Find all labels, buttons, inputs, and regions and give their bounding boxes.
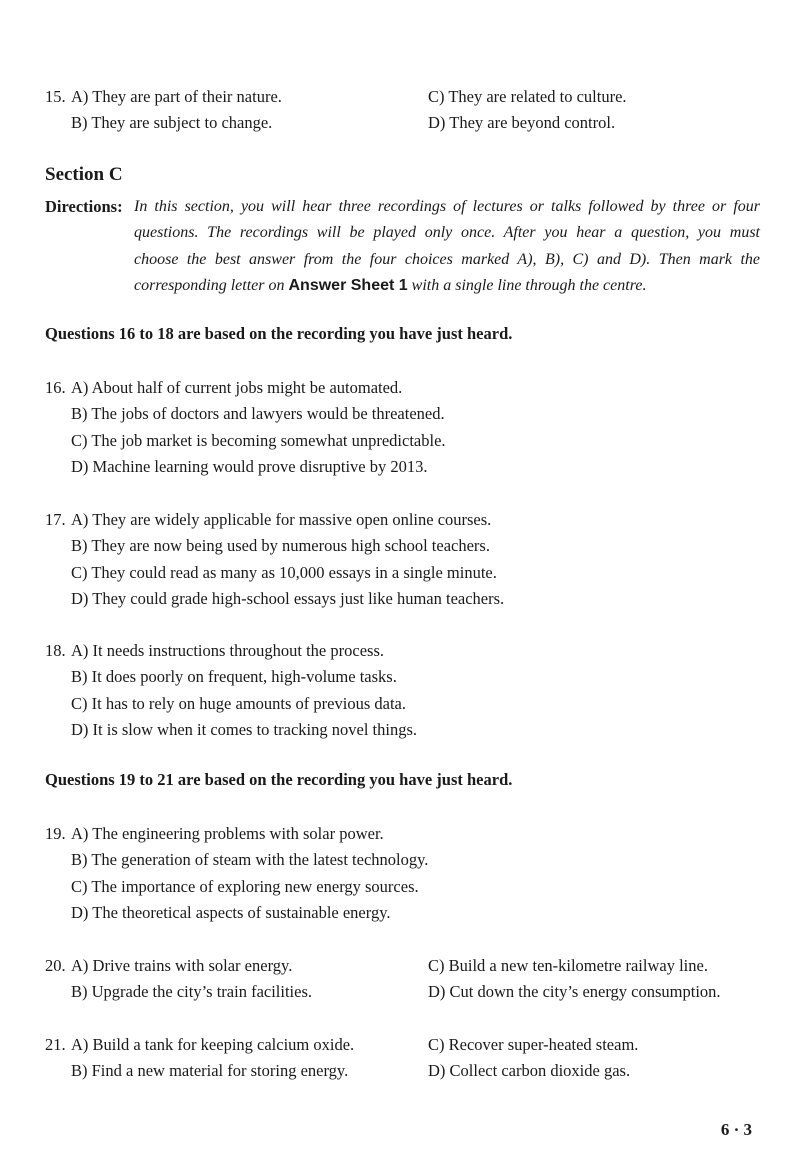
question-number: 15. [45,87,66,106]
option-c: C) The importance of exploring new energy sources. [71,876,419,896]
option-d: D) The theoretical aspects of sustainable energy. [71,902,391,922]
question-number: 20. [45,956,66,975]
option-a: A) They are part of their nature. [71,87,282,106]
question-21 [45,1032,765,1085]
question-number: 19. [45,824,66,843]
directions-text [134,194,760,299]
option-a: A) They are widely applicable for massive open online courses. [71,510,492,529]
question-17 [45,507,765,612]
option-d: D) Machine learning would prove disruptive by 2013. [71,456,428,476]
questions-19-21-heading: Questions 19 to 21 are based on the recording you have just heard. [45,770,513,789]
option-b: B) It does poorly on frequent, high-volume tasks. [71,667,397,687]
option-d: D) They are beyond control. [428,113,616,133]
option-c: C) Recover super-heated steam. [428,1035,639,1054]
option-b: B) They are subject to change. [71,113,273,133]
question-number: 18. [45,641,66,660]
option-c: C) They are related to culture. [428,87,627,106]
directions-line [134,273,760,299]
option-b: B) The jobs of doctors and lawyers would be threatened. [71,404,445,424]
answer-sheet-label: Answer Sheet 1 [288,276,408,294]
option-d: D) They could grade high-school essays just like human teachers. [71,588,505,608]
directions-line: choose the best answer from the four choices marked A), B), C) and D). Then mark the [134,250,760,268]
option-a: A) It needs instructions throughout the process. [71,641,384,660]
option-d: D) It is slow when it comes to tracking novel things. [71,719,417,739]
question-20 [45,953,765,1006]
option-b: B) They are now being used by numerous high school teachers. [71,536,490,556]
option-b: B) Upgrade the city’s train facilities. [71,982,313,1002]
page-number: 6 · 3 [720,1120,752,1139]
question-number: 16. [45,378,66,397]
question-18 [45,638,765,743]
question-19 [45,821,765,926]
option-a: A) The engineering problems with solar power. [71,824,384,843]
question-15 [45,84,765,137]
question-number: 21. [45,1035,66,1054]
directions [45,194,760,299]
directions-line: In this section, you will hear three recordings of lectures or talks followed by three or four [134,198,760,215]
directions-line: questions. The recordings will be played only once. After you hear a question, you must [134,224,760,242]
question-number: 17. [45,510,66,529]
option-c: C) They could read as many as 10,000 essays in a single minute. [71,562,497,582]
directions-text-part: corresponding letter on [134,276,289,294]
directions-label: Directions: [45,197,123,216]
directions-text-part: with a single line through the centre. [407,276,647,294]
option-c: C) Build a new ten-kilometre railway line. [428,956,708,975]
option-a: A) Drive trains with solar energy. [71,956,293,975]
option-c: C) The job market is becoming somewhat unpredictable. [71,430,446,450]
option-c: C) It has to rely on huge amounts of previous data. [71,693,406,713]
section-title: Section C [45,164,123,185]
option-a: A) Build a tank for keeping calcium oxide. [71,1035,355,1054]
option-b: B) Find a new material for storing energy. [71,1061,349,1081]
option-b: B) The generation of steam with the latest technology. [71,850,429,870]
option-d: D) Collect carbon dioxide gas. [428,1061,631,1081]
question-16 [45,375,765,480]
option-d: D) Cut down the city’s energy consumption. [428,982,721,1002]
questions-16-18-heading: Questions 16 to 18 are based on the recording you have just heard. [45,324,513,343]
option-a: A) About half of current jobs might be automated. [71,378,403,397]
